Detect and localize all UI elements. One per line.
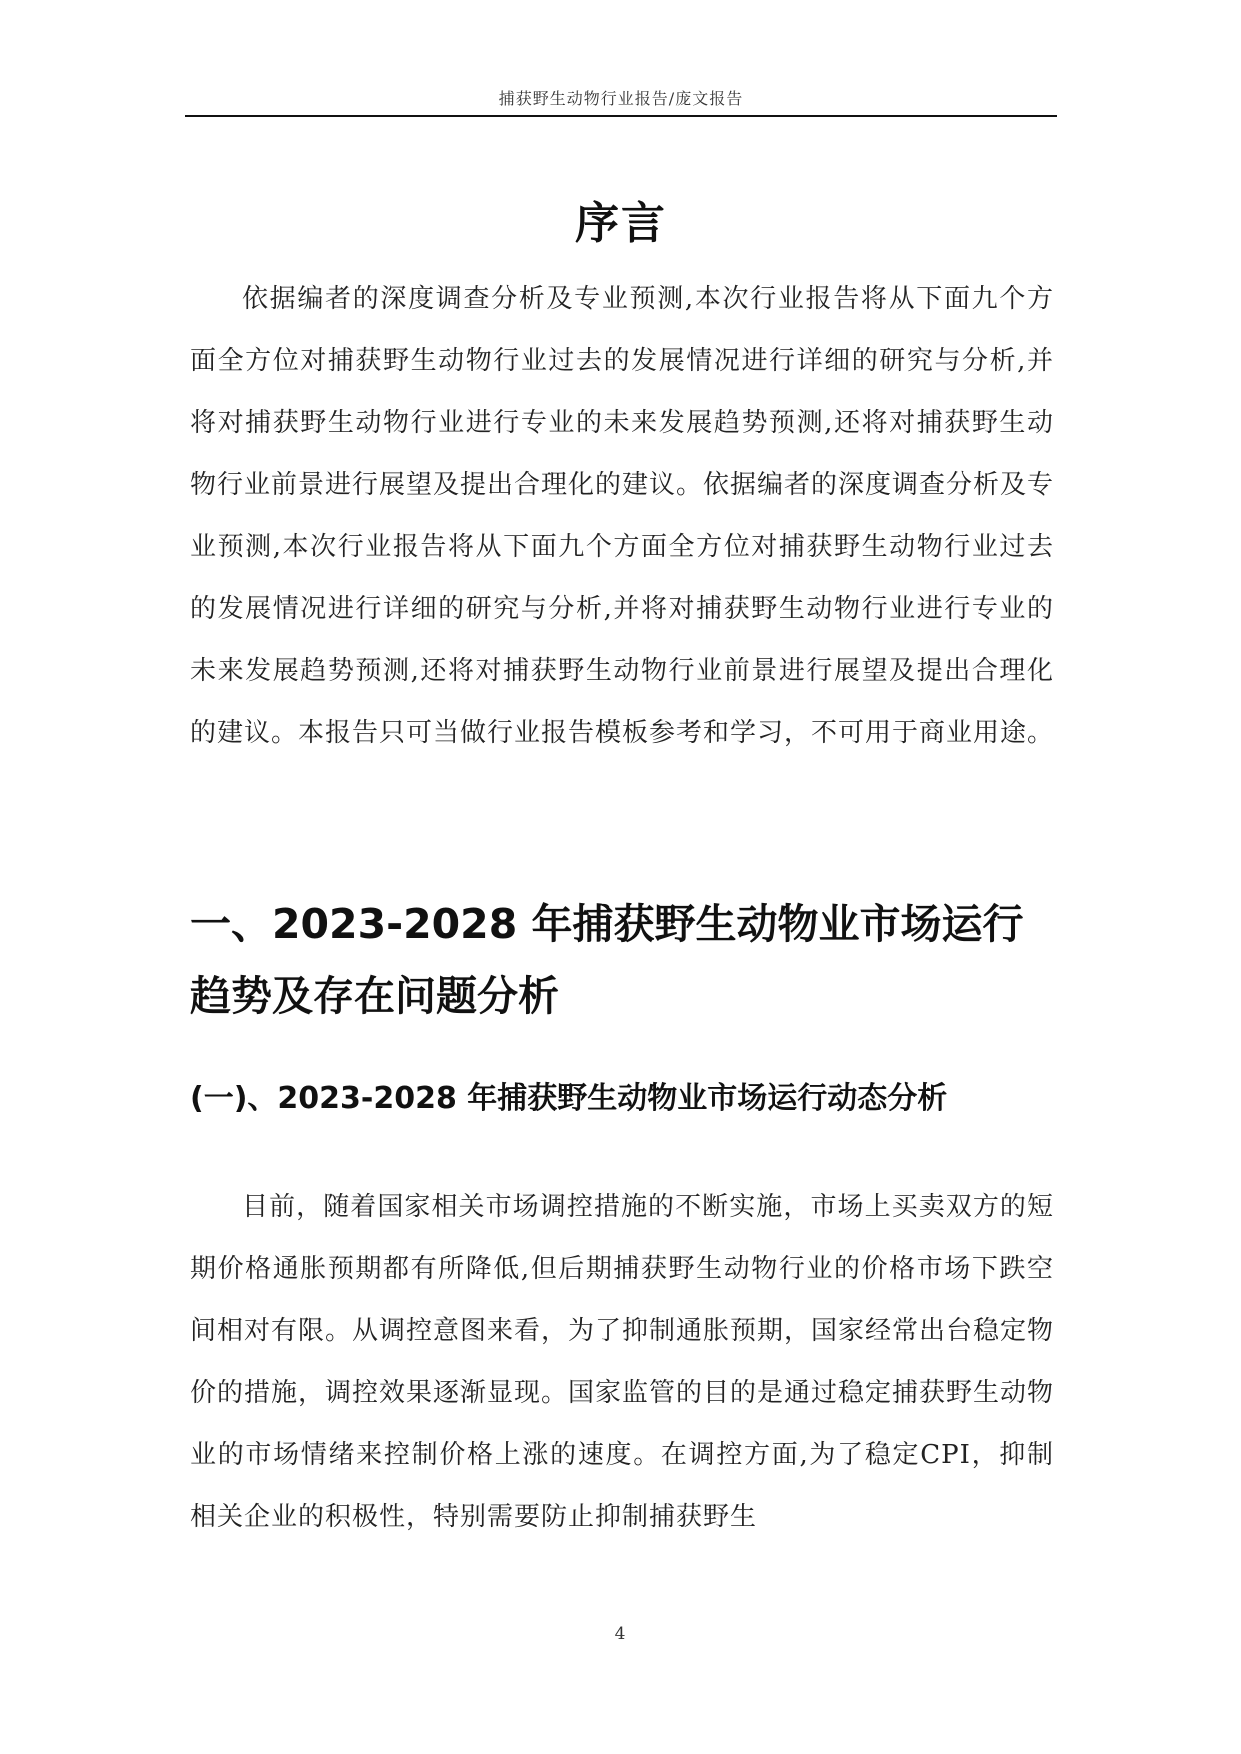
subsection-heading: (一)、2023-2028 年捕获野生动物业市场运行动态分析	[190, 1081, 948, 1116]
subsection-paragraph: 目前，随着国家相关市场调控措施的不断实施，市场上买卖双方的短期价格通胀预期都有所降低,但后期捕获野生动物行业的价格市场下跌空间相对有限。从调控意图来看，为了抑制通胀预期，国家经常出台稳定物价的措施，调控效果逐渐显现。国家监管的目的是通过稳定捕获野生动物业的市场情绪来控制价格上涨的速度。在调控方面,为了稳定CPI，抑制相关企业的积极性，特别需要防止抑制捕获野生	[190, 1192, 1055, 1532]
section-heading: 一、2023-2028 年捕获野生动物业市场运行趋势及存在问题分析	[190, 900, 1024, 1020]
preface-paragraph: 依据编者的深度调查分析及专业预测,本次行业报告将从下面九个方面全方位对捕获野生动物行业过去的发展情况进行详细的研究与分析,并将对捕获野生动物行业进行专业的未来发展趋势预测,还将对捕获野生动物行业前景进行展望及提出合理化的建议。依据编者的深度调查分析及专业预测,本次行业报告将从下面九个方面全方位对捕获野生动物行业过去的发展情况进行详细的研究与分析,并将对捕获野生动物行业进行专业的未来发展趋势预测,还将对捕获野生动物行业前景进行展望及提出合理化的建议。本报告只可当做行业报告模板参考和学习，不可用于商业用途。	[190, 284, 1055, 748]
running-header: 捕获野生动物行业报告/庞文报告	[498, 89, 744, 108]
header-divider	[185, 115, 1057, 117]
preface-title: 序言	[575, 198, 667, 250]
page-number: 4	[614, 1624, 626, 1644]
